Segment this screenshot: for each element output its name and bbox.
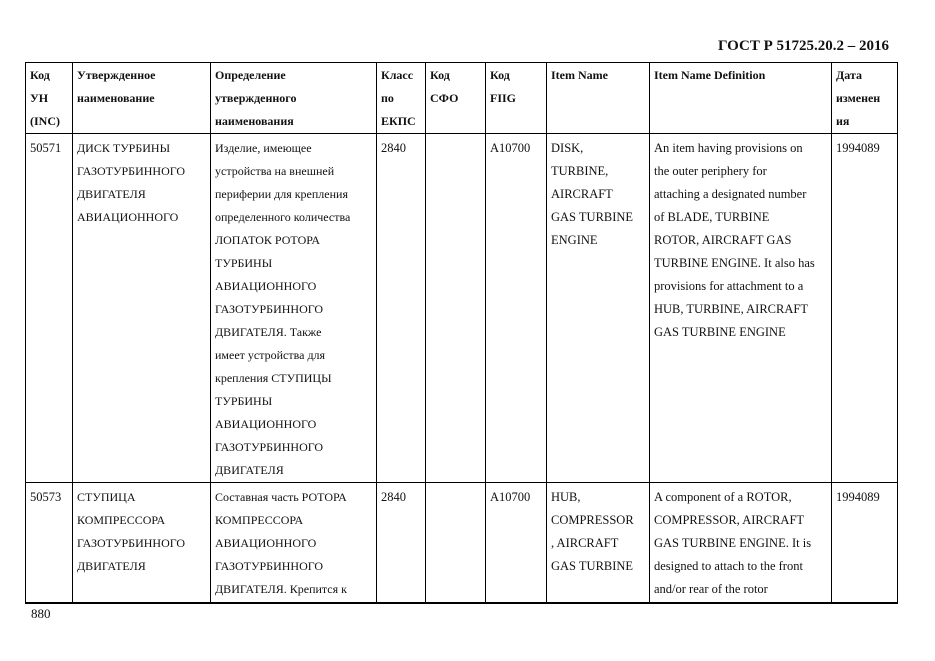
table-header-row — [26, 63, 898, 134]
text-line: Item Name — [551, 68, 608, 82]
text-line: ГАЗОТУРБИННОГО — [215, 559, 324, 573]
cell-approved-name — [73, 134, 211, 483]
text-line: по — [381, 91, 394, 105]
text-line: изменен — [836, 91, 881, 105]
text-line: УН — [30, 91, 49, 105]
cell-class: 2840 — [377, 483, 426, 604]
text-line: ДВИГАТЕЛЯ — [77, 187, 146, 201]
header-inc — [26, 63, 73, 134]
text-line: устройства на внешней — [215, 164, 335, 178]
text-line: GAS TURBINE — [551, 210, 634, 224]
text-line: ГАЗОТУРБИННОГО — [215, 440, 324, 454]
text-line: ЕКПС — [381, 114, 416, 128]
text-line: имеет устройства для — [215, 348, 326, 362]
text-line: АВИАЦИОННОГО — [215, 279, 317, 293]
text-line: GAS TURBINE — [551, 559, 634, 573]
text-line: ия — [836, 114, 850, 128]
text-line: and/or rear of the rotor — [654, 582, 768, 596]
text-line: ДВИГАТЕЛЯ — [77, 559, 146, 573]
text-line: Составная часть РОТОРА — [215, 490, 347, 504]
text-line: Изделие, имеющее — [215, 141, 312, 155]
text-line: A component of a ROTOR, — [654, 490, 792, 504]
header-fiig — [486, 63, 547, 134]
text-line: ТУРБИНЫ — [215, 256, 273, 270]
text-line: Утвержденное — [77, 68, 156, 82]
header-class — [377, 63, 426, 134]
text-line: ROTOR, AIRCRAFT GAS — [654, 233, 792, 247]
text-line: of BLADE, TURBINE — [654, 210, 770, 224]
text-line: COMPRESSOR, AIRCRAFT — [654, 513, 805, 527]
text-line: ДИСК ТУРБИНЫ — [77, 141, 171, 155]
text-line: АВИАЦИОННОГО — [215, 536, 317, 550]
cell-fiig: A10700 — [486, 134, 547, 483]
text-line: СФО — [430, 91, 459, 105]
cell-change-date: 1994089 — [832, 483, 898, 604]
document-standard-header: ГОСТ Р 51725.20.2 – 2016 — [717, 38, 889, 54]
text-line: Определение — [215, 68, 286, 82]
header-item-name-definition — [650, 63, 832, 134]
text-line: AIRCRAFT — [551, 187, 613, 201]
text-line: КОМПРЕССОРА — [77, 513, 166, 527]
text-line: Класс — [381, 68, 414, 82]
catalog-table — [25, 62, 898, 604]
text-line: ЛОПАТОК РОТОРА — [215, 233, 321, 247]
text-line: ГАЗОТУРБИННОГО — [215, 302, 324, 316]
text-line: наименование — [77, 91, 155, 105]
text-line: СТУПИЦА — [77, 490, 136, 504]
text-line: ГАЗОТУРБИННОГО — [77, 536, 186, 550]
cell-item-name — [547, 134, 650, 483]
cell-item-name-definition — [650, 483, 832, 604]
text-line: ДВИГАТЕЛЯ — [215, 463, 284, 477]
text-line: DISK, — [551, 141, 584, 155]
cell-inc: 50571 — [26, 134, 73, 483]
header-approved-name — [73, 63, 211, 134]
cell-item-name-definition — [650, 134, 832, 483]
text-line: attaching a designated number — [654, 187, 807, 201]
header-change-date — [832, 63, 898, 134]
cell-class: 2840 — [377, 134, 426, 483]
text-line: крепления СТУПИЦЫ — [215, 371, 332, 385]
text-line: КОМПРЕССОРА — [215, 513, 304, 527]
cell-inc: 50573 — [26, 483, 73, 604]
page-number: 880 — [31, 606, 51, 621]
cell-sfo — [426, 134, 486, 483]
text-line: , AIRCRAFT — [551, 536, 619, 550]
text-line: provisions for attachment to a — [654, 279, 804, 293]
table-row — [26, 134, 898, 483]
text-line: периферии для крепления — [215, 187, 348, 201]
header-item-name — [547, 63, 650, 134]
text-line: TURBINE, — [551, 164, 609, 178]
text-line: ГАЗОТУРБИННОГО — [77, 164, 186, 178]
text-line: АВИАЦИОННОГО — [77, 210, 179, 224]
text-line: Код — [490, 68, 510, 82]
text-line: (INC) — [30, 114, 60, 128]
header-sfo — [426, 63, 486, 134]
text-line: GAS TURBINE ENGINE. It is — [654, 536, 812, 550]
text-line: An item having provisions on — [654, 141, 803, 155]
text-line: ДВИГАТЕЛЯ. Крепится к — [215, 582, 347, 596]
cell-approved-name — [73, 483, 211, 604]
text-line: ДВИГАТЕЛЯ. Также — [215, 325, 322, 339]
text-line: TURBINE ENGINE. It also has — [654, 256, 815, 270]
text-line: HUB, TURBINE, AIRCRAFT — [654, 302, 808, 316]
text-line: ENGINE — [551, 233, 598, 247]
text-line: наименования — [215, 114, 294, 128]
text-line: утвержденного — [215, 91, 297, 105]
text-line: HUB, — [551, 490, 581, 504]
text-line: Дата — [836, 68, 862, 82]
header-name-definition — [211, 63, 377, 134]
table-row — [26, 483, 898, 604]
text-line: the outer periphery for — [654, 164, 767, 178]
text-line: определенного количества — [215, 210, 351, 224]
text-line: Item Name Definition — [654, 68, 766, 82]
text-line: АВИАЦИОННОГО — [215, 417, 317, 431]
text-line: COMPRESSOR — [551, 513, 634, 527]
cell-name-definition — [211, 134, 377, 483]
text-line: designed to attach to the front — [654, 559, 803, 573]
text-line: Код — [30, 68, 50, 82]
cell-name-definition — [211, 483, 377, 604]
text-line: FIIG — [490, 91, 517, 105]
cell-change-date: 1994089 — [832, 134, 898, 483]
cell-item-name — [547, 483, 650, 604]
text-line: Код — [430, 68, 450, 82]
cell-fiig: A10700 — [486, 483, 547, 604]
text-line: ТУРБИНЫ — [215, 394, 273, 408]
cell-sfo — [426, 483, 486, 604]
text-line: GAS TURBINE ENGINE — [654, 325, 786, 339]
